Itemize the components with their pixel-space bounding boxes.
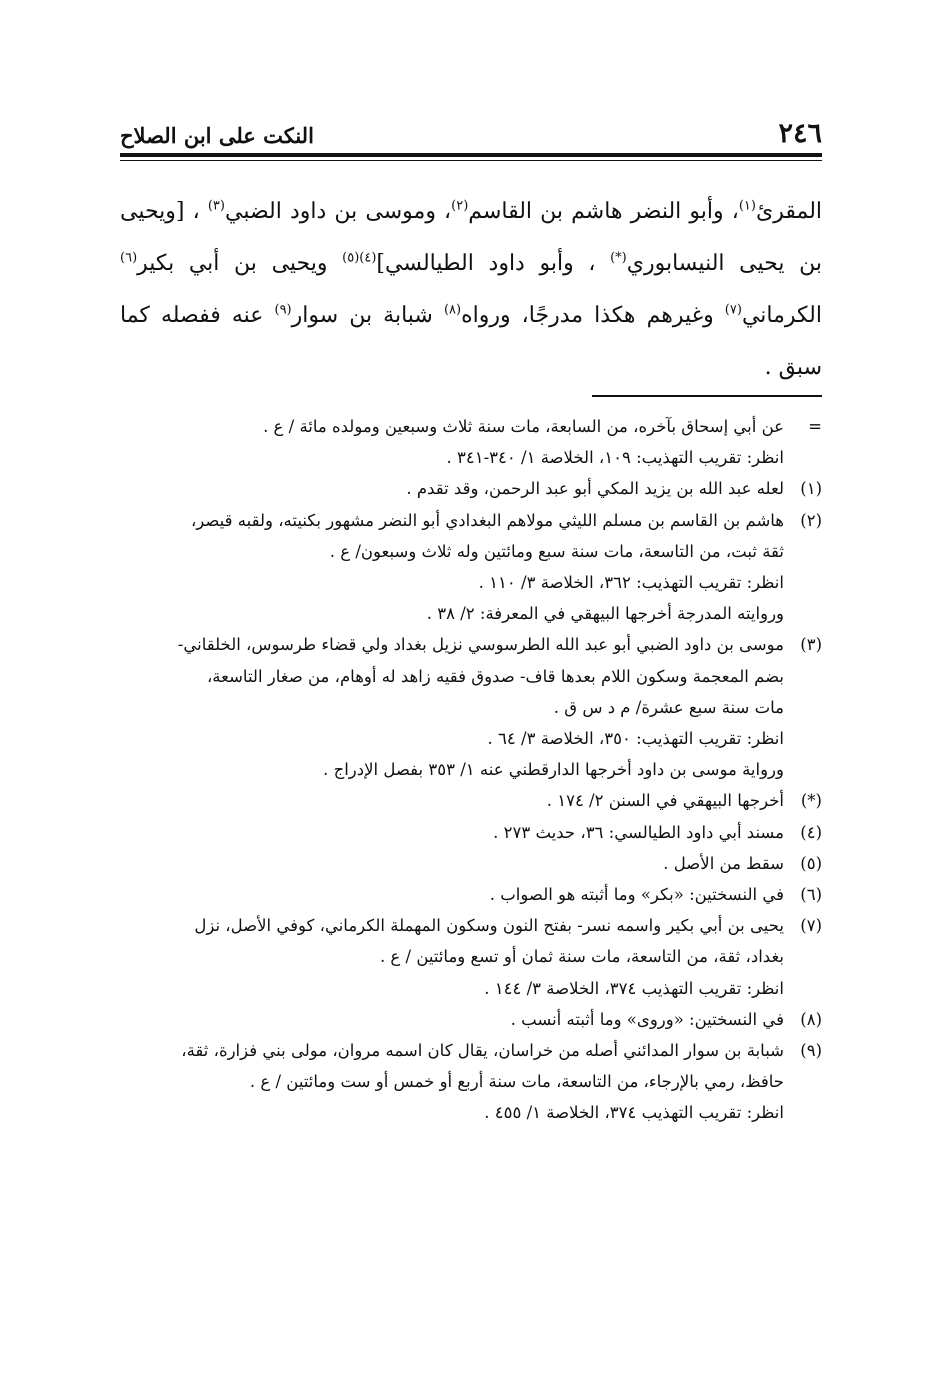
- main-text-segment: ، وموسى بن داود الضبي: [224, 199, 452, 224]
- footnote-body: [120, 848, 784, 879]
- footnote-marker: (٣): [800, 635, 822, 655]
- footnote-marker: =: [808, 417, 822, 436]
- footnote-9: [120, 1035, 822, 1129]
- footnote-5: [120, 848, 822, 879]
- footnote-line: لعله عبد الله بن يزيد المكي أبو عبد الرحمن، وقد تقدم .: [406, 479, 784, 499]
- footnote-line: أخرجها البيهقي في السنن ٢/ ١٧٤ .: [546, 791, 784, 811]
- footnote-line: في النسختين: «وروى» وما أثبته أنسب .: [510, 1009, 784, 1029]
- footnote-body: [120, 505, 784, 630]
- footnote-separator: [592, 395, 822, 397]
- footnote-marker: (٦): [800, 885, 822, 905]
- footnote-continued: [120, 411, 822, 473]
- main-text-segment: وغيرهم هكذا مدرجًا، ورواه: [461, 303, 725, 328]
- footnote-marker: (٤): [800, 822, 822, 842]
- footnote-line: انظر: تقريب التهذيب ٣٧٤، الخلاصة ١/ ٤٥٥ .: [484, 1103, 784, 1123]
- main-text-segment: ويحيى بن أبي بكير: [137, 251, 343, 276]
- footnote-body: [120, 629, 784, 785]
- footnote-body: [120, 817, 784, 848]
- footnote-line: هاشم بن القاسم بن مسلم الليثي مولاهم البغدادي أبو النضر مشهور بكنيته، ولقبه قيصر،: [190, 510, 784, 530]
- footnote-3: [120, 629, 822, 785]
- footnote-ref: (٧): [724, 302, 742, 318]
- footnote-marker: (٩): [800, 1041, 822, 1061]
- footnote-marker: (١): [800, 479, 822, 499]
- footnote-marker: (٥): [800, 853, 822, 873]
- footnote-line: موسى بن داود الضبي أبو عبد الله الطرسوسي نزيل بغداد ولي قضاء طرسوس، الخلقاني-: [177, 635, 784, 655]
- main-text-segment: ، [ويحيى بن يحيى النيسابوري: [120, 199, 822, 276]
- footnote-line: انظر: تقريب التهذيب: ١٠٩، الخلاصة ١/ ٣٤٠-٣٤١ .: [446, 448, 784, 468]
- main-text-segment: ، وأبو النضر هاشم بن القاسم: [468, 199, 739, 224]
- footnote-body: [120, 879, 784, 910]
- footnote-body: [120, 1035, 784, 1129]
- footnote-7: [120, 910, 822, 1004]
- footnote-line: حافظ، رمي بالإرجاء، من التاسعة، مات سنة أربع أو خمس أو ست ومائتين / ع .: [249, 1072, 784, 1092]
- footnote-line: ورواية موسى بن داود أخرجها الدارقطني عنه ١/ ٣٥٣ بفصل الإدراج .: [323, 760, 784, 780]
- page-header: [120, 118, 822, 154]
- footnote-6: [120, 879, 822, 910]
- footnote-body: [120, 473, 784, 504]
- running-title: النكت على ابن الصلاح: [120, 123, 314, 148]
- footnote-body: [120, 910, 784, 1004]
- footnote-line: انظر: تقريب التهذيب ٣٧٤، الخلاصة ٣/ ١٤٤ .: [484, 978, 784, 998]
- header-rule-thin: [120, 160, 822, 161]
- footnote-line: وروايته المدرجة أخرجها البيهقي في المعرفة: ٢/ ٣٨ .: [426, 604, 784, 624]
- footnote-line: مسند أبي داود الطيالسي: ٣٦، حديث ٢٧٣ .: [493, 822, 784, 842]
- footnote-ref: (٢): [451, 198, 469, 214]
- main-text-segment: ، وأبو داود الطيالسي]: [376, 251, 611, 276]
- main-text-segment: المقرئ: [755, 199, 823, 224]
- footnote-ref: (٩): [274, 302, 292, 318]
- footnote-body: [120, 411, 784, 473]
- footnote-star: [120, 785, 822, 816]
- footnotes: [120, 411, 822, 1129]
- footnote-8: [120, 1004, 822, 1035]
- footnote-line: يحيى بن أبي بكير واسمه نسر- بفتح النون وسكون المهملة الكرماني، كوفي الأصل، نزل: [194, 916, 784, 936]
- footnote-line: سقط من الأصل .: [663, 853, 784, 873]
- footnote-marker: (*): [800, 791, 822, 811]
- main-paragraph: [120, 186, 822, 394]
- footnote-line: شبابة بن سوار المدائني أصله من خراسان، يقال كان اسمه مروان، مولى بني فزارة، ثقة،: [181, 1041, 784, 1061]
- footnote-line: في النسختين: «بكر» وما أثبته هو الصواب .: [489, 885, 784, 905]
- footnote-ref: (*): [610, 250, 627, 266]
- footnote-ref: (٣): [207, 198, 225, 214]
- footnote-ref: (١): [738, 198, 756, 214]
- footnote-1: [120, 473, 822, 504]
- footnote-marker: (٧): [800, 916, 822, 936]
- footnote-body: [120, 785, 784, 816]
- footnote-line: عن أبي إسحاق بآخره، من السابعة، مات سنة ثلاث وسبعين ومولده مائة / ع .: [263, 417, 784, 436]
- main-text: [120, 186, 822, 394]
- main-text-segment: عنه ففصله كما سبق .: [120, 303, 822, 380]
- footnote-line: بغداد، ثقة، من التاسعة، مات سنة ثمان أو تسع ومائتين / ع .: [379, 947, 784, 967]
- footnote-ref: (٤)(٥): [342, 250, 377, 266]
- footnote-line: ثقة ثبت، من التاسعة، مات سنة سبع ومائتين وله ثلاث وسبعون/ ع .: [329, 541, 784, 561]
- footnote-marker: (٨): [800, 1009, 822, 1029]
- footnote-2: [120, 505, 822, 630]
- footnote-line: انظر: تقريب التهذيب: ٣٦٢، الخلاصة ٣/ ١١٠ .: [478, 573, 784, 593]
- main-text-segment: شبابة بن سوار: [291, 303, 444, 328]
- main-text-segment: الكرماني: [741, 303, 822, 328]
- footnote-line: انظر: تقريب التهذيب: ٣٥٠، الخلاصة ٣/ ٦٤ .: [487, 729, 784, 749]
- footnote-marker: (٢): [800, 510, 822, 530]
- header-rule-thick: [120, 153, 822, 157]
- footnote-line: مات سنة سبع عشرة/ م د س ق .: [553, 697, 784, 717]
- footnote-body: [120, 1004, 784, 1035]
- footnote-line: بضم المعجمة وسكون اللام بعدها قاف- صدوق فقيه زاهد له أوهام، من صغار التاسعة،: [206, 666, 784, 686]
- page-number: ٢٤٦: [778, 118, 822, 149]
- footnote-ref: (٨): [443, 302, 462, 318]
- footnote-ref: (٦): [120, 250, 138, 266]
- footnote-4: [120, 817, 822, 848]
